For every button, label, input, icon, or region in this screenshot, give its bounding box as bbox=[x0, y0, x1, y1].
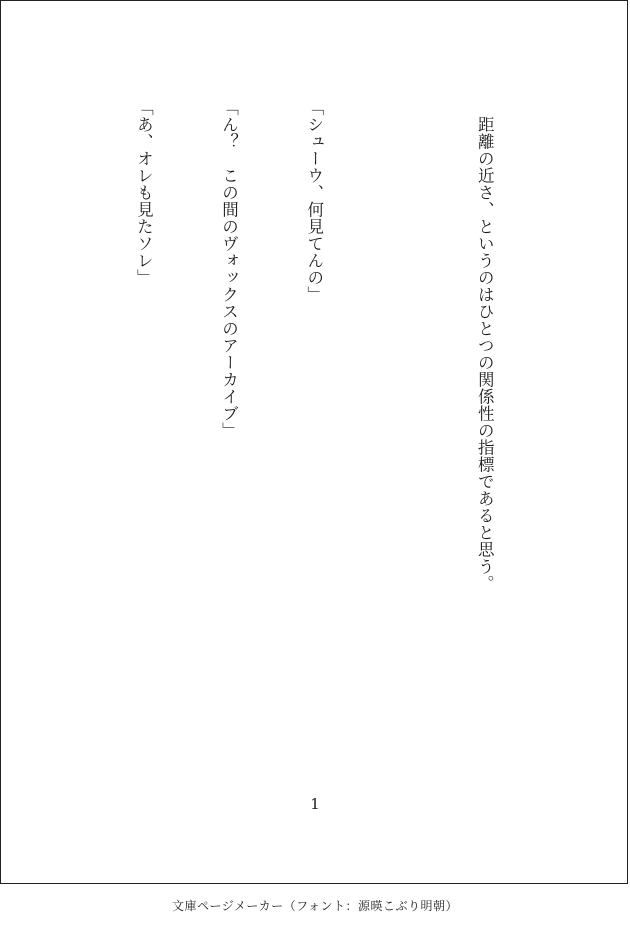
text-line: 「あ、オレも見たソレ」 bbox=[134, 99, 154, 286]
page-number: 1 bbox=[310, 795, 320, 813]
footer-credit: 文庫ページメーカー（フォント：源暎こぶり明朝） bbox=[171, 899, 459, 913]
text-line: 距離の近さ、というのはひとつの関係性の指標であると思う。 bbox=[475, 99, 495, 592]
text-line: 「ん？ この間のヴォックスのアーカイブ」 bbox=[219, 99, 239, 439]
blank-line bbox=[385, 99, 413, 799]
blank-line bbox=[44, 99, 72, 799]
text-line: 「シューウ、何見てんの」 bbox=[304, 99, 324, 303]
vertical-text-body bbox=[85, 99, 555, 799]
